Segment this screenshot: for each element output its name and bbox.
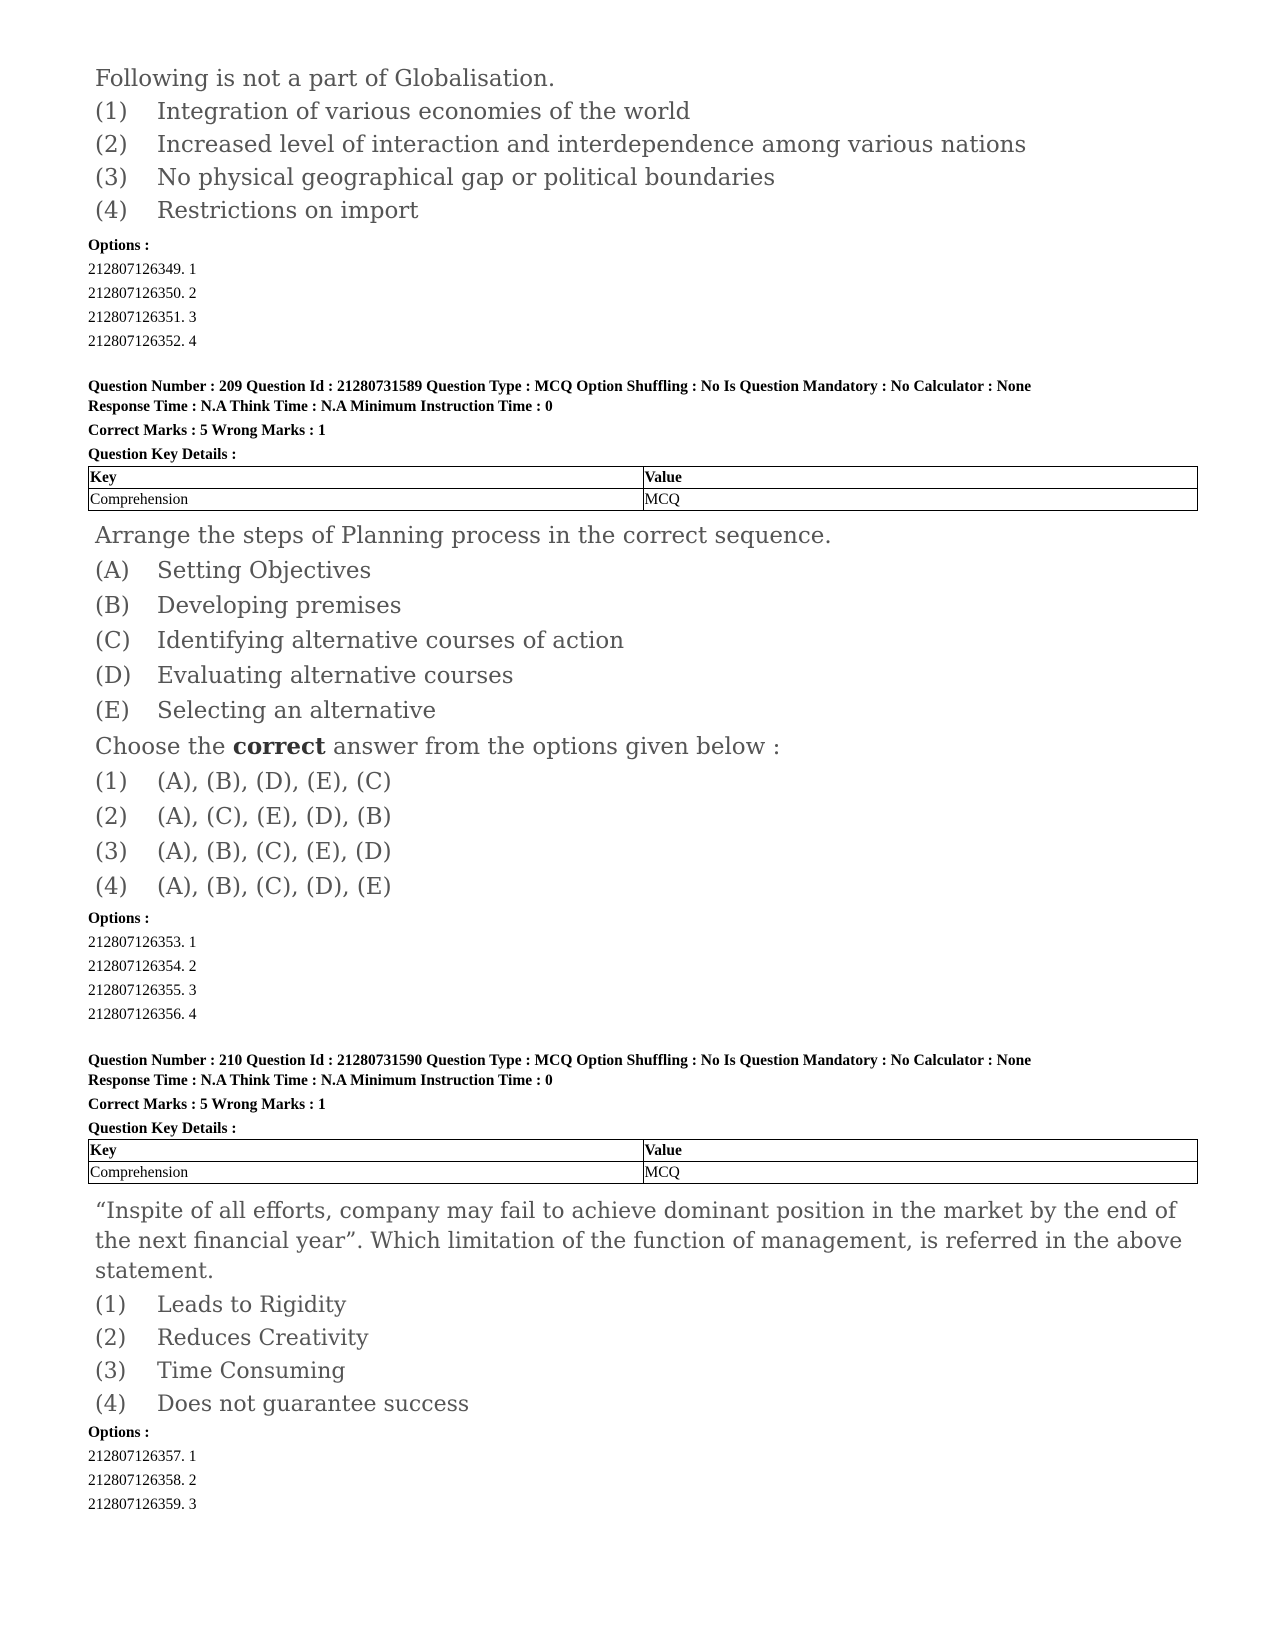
q209-choice: (1) (A), (B), (D), (E), (C) bbox=[95, 769, 392, 795]
option-id: 212807126358. 2 bbox=[88, 1472, 197, 1489]
q209-choice: (3) (A), (B), (C), (E), (D) bbox=[95, 839, 392, 865]
q208-choice: (2) Increased level of interaction and interdependence among various nations bbox=[95, 132, 1027, 158]
q210-marks-block bbox=[88, 1093, 326, 1140]
q209-choice: (2) (A), (C), (E), (D), (B) bbox=[95, 804, 392, 830]
q210-header-line2: Response Time : N.A Think Time : N.A Minimum Instruction Time : 0 bbox=[88, 1072, 553, 1089]
option-id: 212807126357. 1 bbox=[88, 1448, 197, 1465]
q210-choice: (2) Reduces Creativity bbox=[95, 1326, 369, 1351]
q208-choice: (1) Integration of various economies of the world bbox=[95, 99, 691, 125]
key-header: Key bbox=[89, 1140, 644, 1162]
q209-step: (B) Developing premises bbox=[95, 593, 402, 619]
q209-step: (C) Identifying alternative courses of action bbox=[95, 628, 625, 654]
q210-choice: (4) Does not guarantee success bbox=[95, 1392, 470, 1417]
option-id: 212807126356. 4 bbox=[88, 1006, 197, 1023]
q209-marks: Correct Marks : 5 Wrong Marks : 1 bbox=[88, 422, 326, 439]
q208-question-image bbox=[95, 63, 1026, 228]
q209-options-block bbox=[88, 907, 197, 1027]
q209-choice: (4) (A), (B), (C), (D), (E) bbox=[95, 874, 392, 900]
q210-header bbox=[88, 1051, 1031, 1091]
q210-question-image bbox=[95, 1197, 1195, 1421]
q209-stem: Arrange the steps of Planning process in the correct sequence. bbox=[95, 523, 832, 549]
q210-choice: (3) Time Consuming bbox=[95, 1359, 346, 1384]
q209-header-line1: Question Number : 209 Question Id : 21280731589 Question Type : MCQ Option Shuffling : No Is Question Mandatory : No Calculator : None bbox=[88, 378, 1032, 395]
q210-header-line1: Question Number : 210 Question Id : 21280731590 Question Type : MCQ Option Shuffling : No Is Question Mandatory : No Calculator : None bbox=[88, 1052, 1032, 1069]
q210-key-details-label: Question Key Details : bbox=[88, 1119, 237, 1137]
q208-choice: (4) Restrictions on import bbox=[95, 198, 419, 224]
options-label: Options : bbox=[88, 910, 150, 927]
q209-marks-block bbox=[88, 419, 326, 466]
value-header: Value bbox=[643, 467, 1198, 489]
q209-instruction: Choose the correct answer from the options given below : bbox=[95, 733, 781, 760]
value-header: Value bbox=[643, 1140, 1198, 1162]
q209-step: (D) Evaluating alternative courses bbox=[95, 663, 514, 689]
q210-choice: (1) Leads to Rigidity bbox=[95, 1293, 347, 1318]
options-label: Options : bbox=[88, 1424, 150, 1441]
option-id: 212807126359. 3 bbox=[88, 1496, 197, 1513]
option-id: 212807126355. 3 bbox=[88, 982, 197, 999]
key-cell: Comprehension bbox=[89, 489, 644, 511]
q208-stem: Following is not a part of Globalisation. bbox=[95, 66, 556, 92]
option-id: 212807126352. 4 bbox=[88, 333, 197, 350]
q208-options-block bbox=[88, 234, 197, 354]
key-header: Key bbox=[89, 467, 644, 489]
option-id: 212807126350. 2 bbox=[88, 285, 197, 302]
option-id: 212807126354. 2 bbox=[88, 958, 197, 975]
q210-stem: “Inspite of all efforts, company may fail to achieve dominant position in the market by the end of the next financial year”. Which limitation of the function of management, is referred in the above statement. bbox=[95, 1199, 1183, 1284]
q209-step: (A) Setting Objectives bbox=[95, 558, 372, 584]
q210-key-table bbox=[88, 1139, 1198, 1184]
q209-key-details-label: Question Key Details : bbox=[88, 445, 237, 463]
value-cell: MCQ bbox=[643, 489, 1198, 511]
option-id: 212807126351. 3 bbox=[88, 309, 197, 326]
key-cell: Comprehension bbox=[89, 1162, 644, 1184]
q209-header bbox=[88, 377, 1031, 417]
q209-question-image bbox=[95, 519, 832, 905]
q209-header-line2: Response Time : N.A Think Time : N.A Minimum Instruction Time : 0 bbox=[88, 398, 553, 415]
q210-marks: Correct Marks : 5 Wrong Marks : 1 bbox=[88, 1096, 326, 1113]
q210-options-block bbox=[88, 1421, 197, 1517]
value-cell: MCQ bbox=[643, 1162, 1198, 1184]
option-id: 212807126353. 1 bbox=[88, 934, 197, 951]
q209-step: (E) Selecting an alternative bbox=[95, 698, 437, 724]
option-id: 212807126349. 1 bbox=[88, 261, 197, 278]
q209-key-table bbox=[88, 466, 1198, 511]
options-label: Options : bbox=[88, 237, 150, 254]
q208-choice: (3) No physical geographical gap or political boundaries bbox=[95, 165, 776, 191]
